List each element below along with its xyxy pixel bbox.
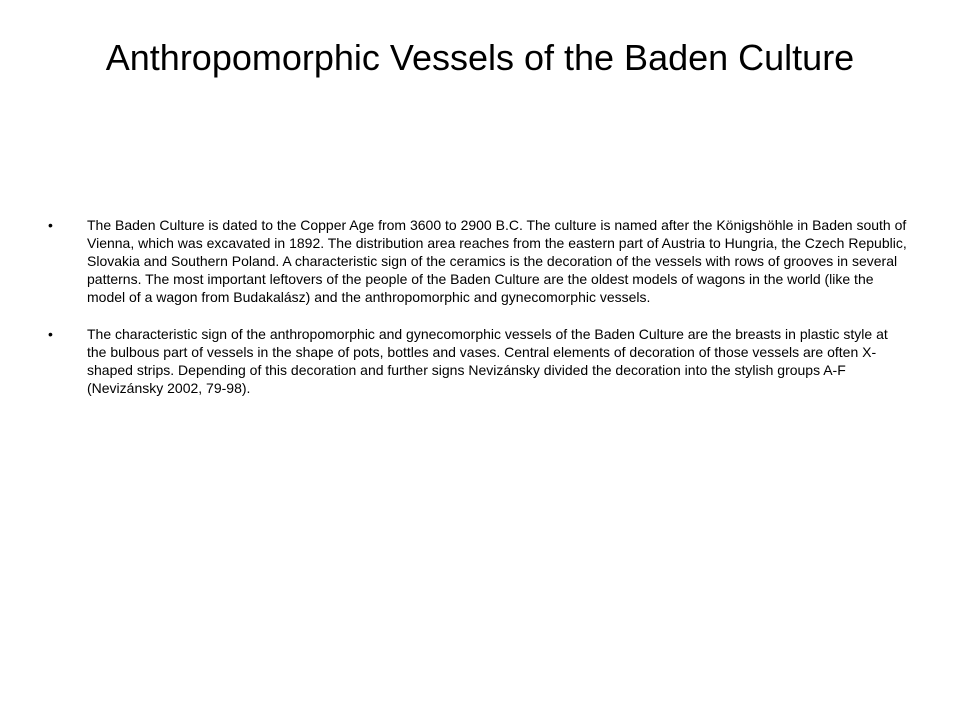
slide-title: Anthropomorphic Vessels of the Baden Culture [105, 37, 855, 78]
bullet-text-characteristics: The characteristic sign of the anthropomorphic and gynecomorphic vessels of the Baden Culture are the breasts in plastic style at the bulbous part of vessels in the shape of pots, bottles and vases. Central elements of decoration of those vessels are often X-shaped strips. Depending of this decoration and further signs Nevizánsky divided the decoration into the stylish groups A-F (Nevizánsky 2002, 79-98). [87, 326, 888, 396]
bullet-item-dating [48, 216, 908, 306]
bullet-text-dating: The Baden Culture is dated to the Copper Age from 3600 to 2900 B.C. The culture is named after the Königshöhle in Baden south of Vienna, which was excavated in 1892. The distribution area reaches from the eastern part of Austria to Hungria, the Czech Republic, Slovakia and Southern Poland. A characteristic sign of the ceramics is the decoration of the vessels with rows of grooves in several patterns. The most important leftovers of the people of the Baden Culture are the oldest models of wagons in the world (like the model of a wagon from Budakalász) and the anthropomorphic and gynecomorphic vessels. [87, 217, 907, 305]
bullet-list [48, 216, 908, 416]
bullet-marker: • [48, 326, 53, 342]
bullet-item-characteristics [48, 325, 908, 397]
bullet-marker: • [48, 217, 53, 233]
